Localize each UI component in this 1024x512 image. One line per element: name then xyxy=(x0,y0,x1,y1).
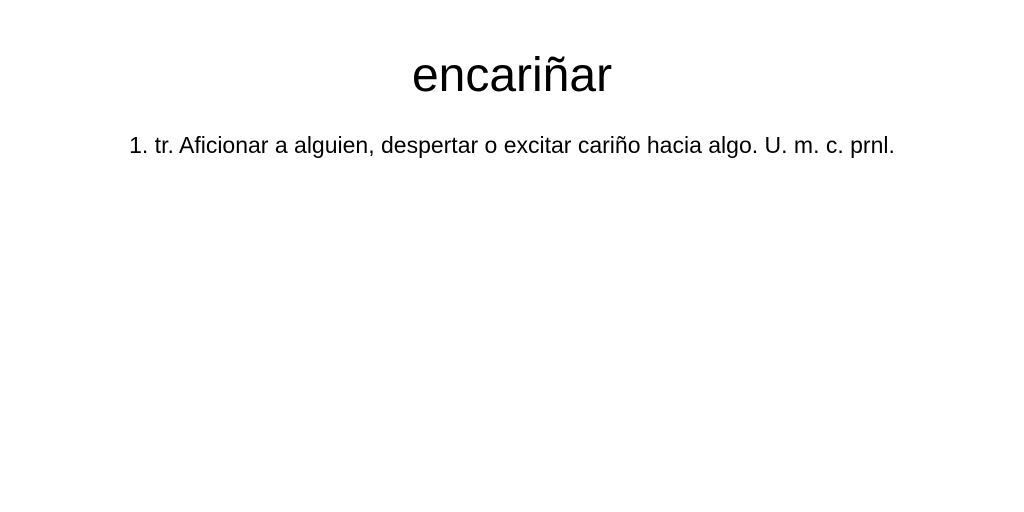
definition: 1. tr. Aficionar a alguien, despertar o excitar cariño hacia algo. U. m. c. prnl. xyxy=(129,132,895,158)
dictionary-entry xyxy=(0,0,1024,164)
headword: encariñar xyxy=(411,49,613,102)
